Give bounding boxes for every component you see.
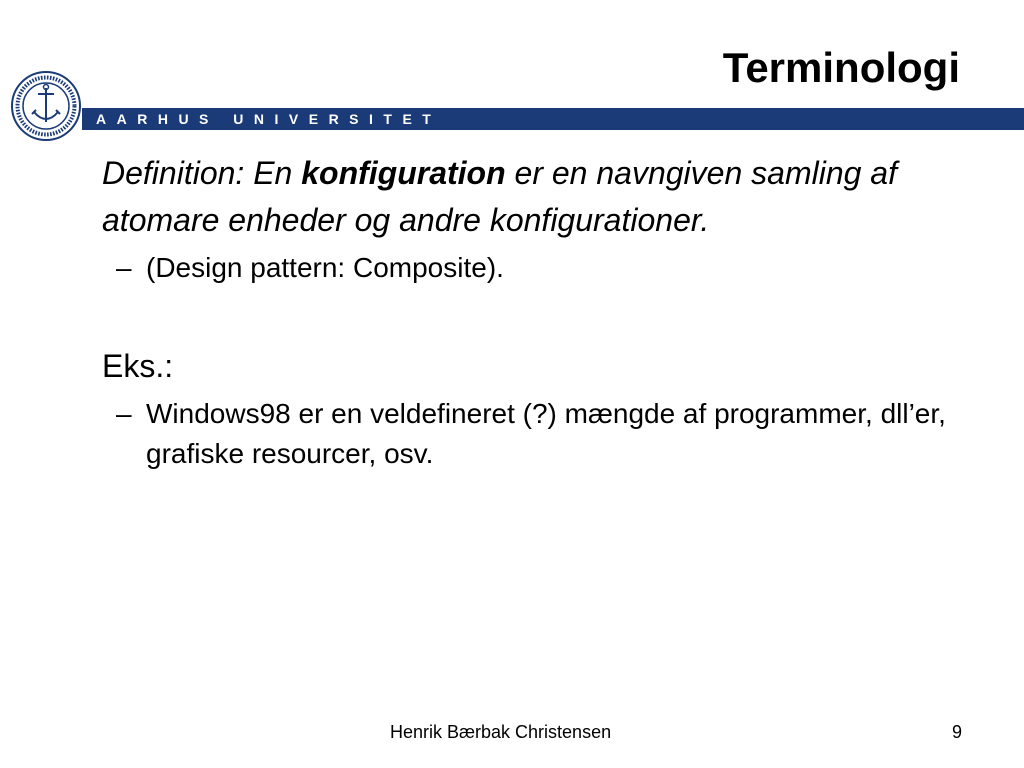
definition-suffix: er en navngiven samling af atomare enheder og andre konfigurationer. — [102, 155, 897, 238]
sub-item-text: (Design pattern: Composite). — [146, 252, 504, 283]
university-name: AARHUS UNIVERSITET — [96, 111, 442, 127]
slide-title: Terminologi — [722, 44, 960, 91]
sub-item-windows98 — [102, 394, 962, 474]
definition-term: konfiguration — [301, 155, 506, 191]
footer-author: Henrik Bærbak Christensen — [390, 722, 612, 742]
definition-prefix: Definition: En — [102, 155, 302, 191]
university-seal-icon — [10, 70, 82, 142]
example-heading: Eks.: — [102, 348, 174, 384]
sub-item-text: Windows98 er en veldefineret (?) mængde af programmer, dll’er, grafiske resourcer, osv. — [146, 398, 946, 469]
dash-bullet: – — [116, 398, 132, 429]
definition-text — [102, 150, 962, 244]
sub-item-design-pattern — [102, 248, 962, 288]
slide-content — [102, 150, 962, 474]
page-number: 9 — [951, 722, 962, 742]
dash-bullet: – — [116, 252, 132, 283]
